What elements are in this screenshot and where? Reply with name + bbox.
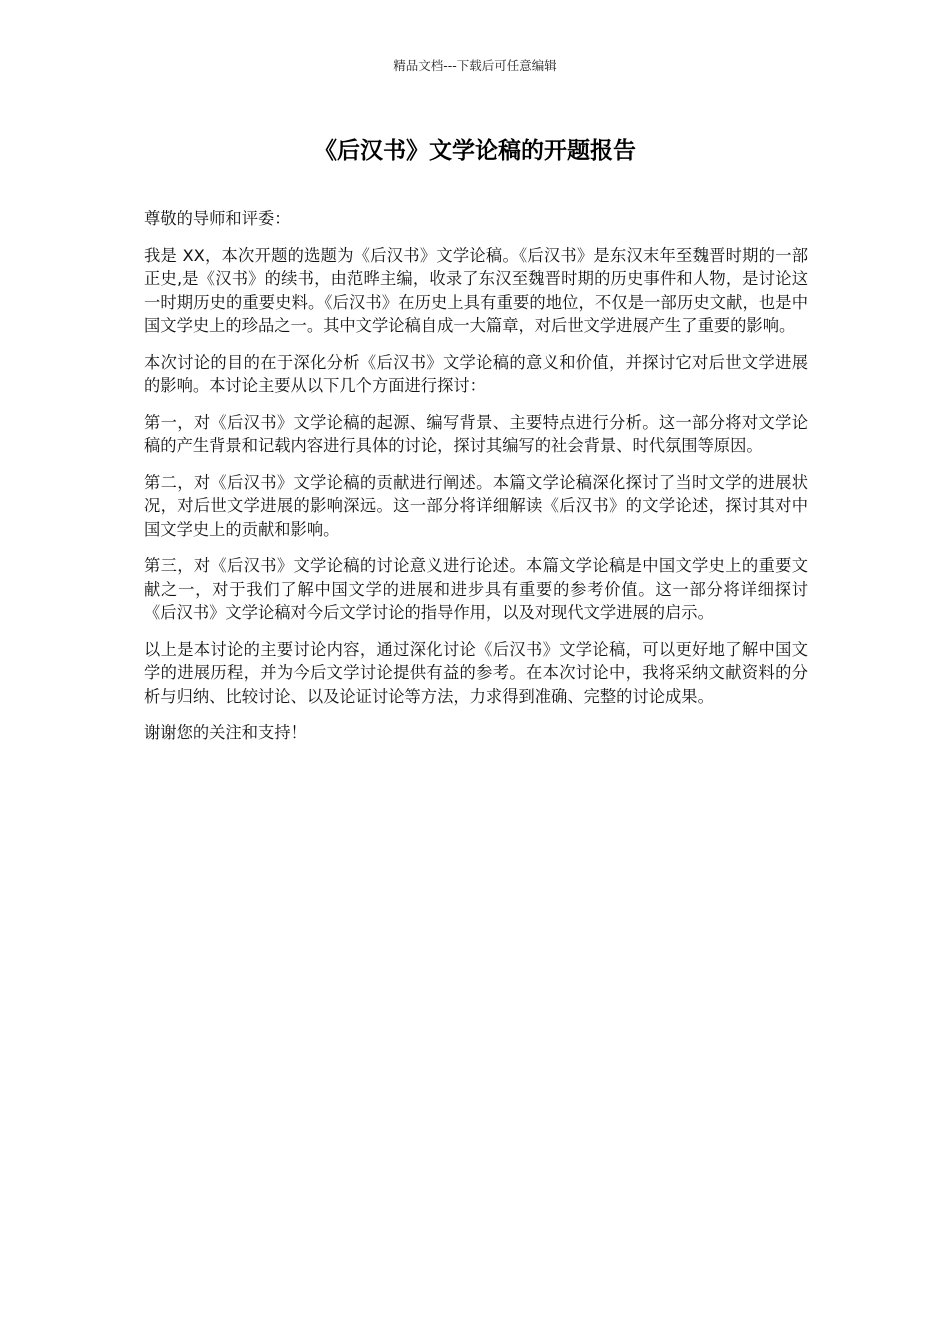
closing-line: 谢谢您的关注和支持！ xyxy=(144,723,307,742)
paragraph-intro: 我是 XX，本次开题的选题为《后汉书》文学论稿。《后汉书》是东汉末年至魏晋时期的一部正史,是《汉书》的续书，由范晔主编，收录了东汉至魏晋时期的历史事件和人物，是讨论这一时期历史的重要史料。《后汉书》在历史上具有重要的地位，不仅是一部历史文献，也是中国文学史上的珍品之一。其中文学论稿自成一大篇章，对后世文学进展产生了重要的影响。 xyxy=(144,245,808,335)
paragraph-second: 第二，对《后汉书》文学论稿的贡献进行阐述。本篇文学论稿深化探讨了当时文学的进展状况，对后世文学进展的影响深远。这一部分将详细解读《后汉书》的文学论述，探讨其对中国文学史上的贡献和影响。 xyxy=(144,472,808,539)
header-note: 精品文档---下载后可任意编辑 xyxy=(393,58,557,73)
document-body xyxy=(144,207,808,758)
paragraph-summary: 以上是本讨论的主要讨论内容，通过深化讨论《后汉书》文学论稿，可以更好地了解中国文学的进展历程，并为今后文学讨论提供有益的参考。在本次讨论中，我将采纳文献资料的分析与归纳、比较讨论、以及论证讨论等方法，力求得到准确、完整的讨论成果。 xyxy=(144,639,808,706)
salutation: 尊敬的导师和评委： xyxy=(144,209,291,228)
paragraph-first: 第一，对《后汉书》文学论稿的起源、编写背景、主要特点进行分析。这一部分将对文学论稿的产生背景和记载内容进行具体的讨论，探讨其编写的社会背景、时代氛围等原因。 xyxy=(144,412,808,455)
paragraph-purpose: 本次讨论的目的在于深化分析《后汉书》文学论稿的意义和价值，并探讨它对后世文学进展的影响。本讨论主要从以下几个方面进行探讨： xyxy=(144,352,808,395)
paragraph-third: 第三，对《后汉书》文学论稿的讨论意义进行论述。本篇文学论稿是中国文学史上的重要文献之一，对于我们了解中国文学的进展和进步具有重要的参考价值。这一部分将详细探讨《后汉书》文学论稿对今后文学讨论的指导作用，以及对现代文学进展的启示。 xyxy=(144,556,808,622)
document-title: 《后汉书》文学论稿的开题报告 xyxy=(314,138,636,164)
